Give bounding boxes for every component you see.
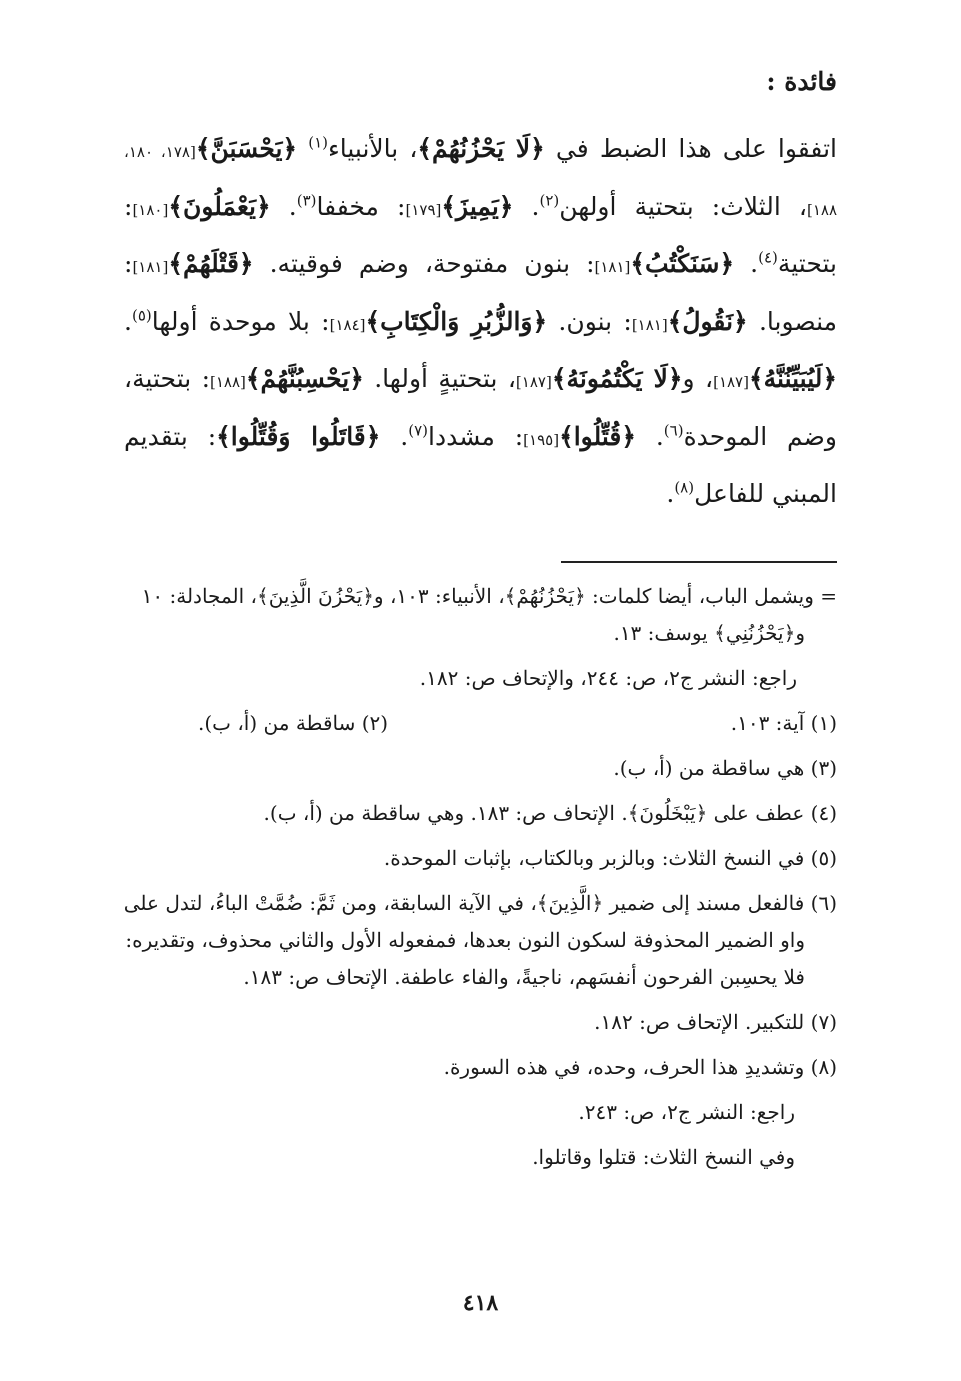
text-segment: اتفقوا على هذا الضبط في [544,134,837,163]
verse-reference: [١٨١] [631,315,668,334]
text-segment: : منصوبا. [124,249,838,336]
verse-reference: [١٨١] [132,258,169,276]
footnote-marker-4[interactable]: (٤) [758,248,778,267]
section-heading: فائدة : [766,67,837,96]
footnote-4: (٤) عطف على ﴿يَبْخَلُونَ﴾. الإتحاف ص: ١٨٣. وهي ساقطة من (أ، ب). [263,801,837,825]
text-segment: : بتحتية، وضم الموحدة [124,364,837,451]
footnote-continuation: = ويشمل الباب، أيضا كلمات: ﴿يَحْزُنُهُمْ﴾، الأنبياء: ١٠٣، و﴿يَحْزُنَ الَّذِينَ﴾، المجادلة: ١٠ و﴿يَحْزُنُنِي﴾ يوسف: ١٣. [141,584,837,645]
text-segment: ، بتحتيةٍ أولها. [363,364,516,393]
footnote-7: (٧) للتكبير. الإتحاف ص: ١٨٢. [594,1010,837,1034]
text-segment: ، الثلاث: بتحتية أولهن [559,191,807,221]
text-segment: . [666,479,675,508]
quran-word: ﴿سَنَكْتُبُ﴾ [630,249,735,278]
text-segment: : بنون مفتوحة، وضم فوقيته. [253,249,595,278]
quran-word: ﴿يَمِيزَ﴾ [441,191,514,221]
quran-word: ﴿قَاتَلُوا وَقُتِّلُوا﴾ [216,421,381,451]
footnote-row [118,705,837,742]
text-segment: : مخففا [316,191,406,221]
text-segment: ، بالأنبياء [327,134,418,163]
text-segment: : مشددا [428,421,524,451]
verse-reference: [١٩٥] [523,430,560,449]
footnote-marker-3[interactable]: (٣) [296,191,317,210]
page-number: ٤١٨ [462,1290,499,1316]
quran-word: ﴿لَا يَحْزُنُهُمْ﴾ [417,134,545,163]
text-segment: : بلا موحدة أولها [151,306,330,336]
quran-word: ﴿لَا يَكْتُمُونَهُ﴾ [551,364,683,393]
footnote-continuation-reference: راجع: النشر ج٢، ص: ٢٤٤، والإتحاف ص: ١٨٢. [419,666,797,690]
verse-reference: [١٧٩] [405,200,442,219]
footnote-8: (٨) وتشديدِ هذا الحرف، وحده، في هذه السورة. [443,1055,837,1079]
quran-word: ﴿يَعْمَلُونَ﴾ [168,191,271,221]
text-segment: : بتقديم المبني للفاعل [124,421,837,508]
quran-word: ﴿لَيُبَيِّنُنَّهُ﴾ [748,364,838,393]
footnote-3: (٣) هي ساقطة من (أ، ب). [613,756,837,780]
footnote-5: (٥) في النسخ الثلاث: وبالزبر وبالكتاب، بإثبات الموحدة. [383,846,837,870]
verse-reference: [١٨٧] [515,373,552,391]
verse-reference: [١٨٠] [132,200,169,219]
verse-reference: [١٧٨، ١٨٠، ١٨٨] [124,143,837,219]
footnote-8-reference: راجع: النشر ج٢، ص: ٢٤٣. [578,1100,795,1124]
footnote-6: (٦) فالفعل مسند إلى ضمير ﴿الَّذِينَ﴾، في الآية السابقة، ومن ثَمَّ: ضُمَّتْ الباءُ، لتدل على واو الضمير المحذوفة لسكون النون بعدها، فمفعوله الأول والثاني محذوف، وتقديره: فلا يحسِبن الفرحون أنفسَهم، ناجيةً، والفاء عاطفة. الإتحاف ص: ١٨٣. [123,891,837,989]
text-segment: . [380,421,409,451]
verse-reference: [١٨٧] [713,373,749,391]
footnotes-section [118,578,837,1184]
footnote-marker-6[interactable]: (٦) [663,421,684,440]
quran-word: ﴿قَتْلَهُمْ﴾ [168,249,254,278]
footnote-marker-7[interactable]: (٧) [408,421,428,440]
footnote-2: (٢) ساقطة من (أ، ب). [198,711,389,735]
quran-word: ﴿يَحْسِبُنَّهُمْ﴾ [245,364,364,393]
footnote-marker-2[interactable]: (٢) [539,191,560,210]
verse-reference: [١٨٨] [210,373,246,391]
footnote-marker-1[interactable]: (١) [308,133,328,152]
text-segment: ، و [682,364,714,393]
footnote-marker-5[interactable]: (٥) [131,306,152,325]
verse-reference: [١٨١] [594,258,631,276]
text-segment: : بنون. [547,306,632,336]
quran-word: ﴿نَقُولُ﴾ [667,306,748,336]
verse-reference: [١٨٤] [329,315,366,334]
text-segment: . [513,191,540,221]
footnote-separator [561,561,837,563]
footnote-8-note: وفي النسخ الثلاث: قتلوا وقاتلوا. [532,1145,795,1169]
text-segment: . [636,421,664,451]
footnote-1: (١) آية: ١٠٣. [730,711,837,735]
text-segment: : بتحتية [124,191,837,278]
footnote-marker-8[interactable]: (٨) [674,478,695,497]
text-segment: . [124,306,132,336]
text-segment: . [734,249,759,278]
main-paragraph [124,122,837,521]
quran-word: ﴿يَحْسَبَنَّ﴾ [195,134,298,163]
text-segment: . [270,191,297,221]
quran-word: ﴿قُتِّلُوا﴾ [559,421,636,451]
quran-word: ﴿وَالزُّبُرِ وَالْكِتَابِ﴾ [365,306,548,336]
